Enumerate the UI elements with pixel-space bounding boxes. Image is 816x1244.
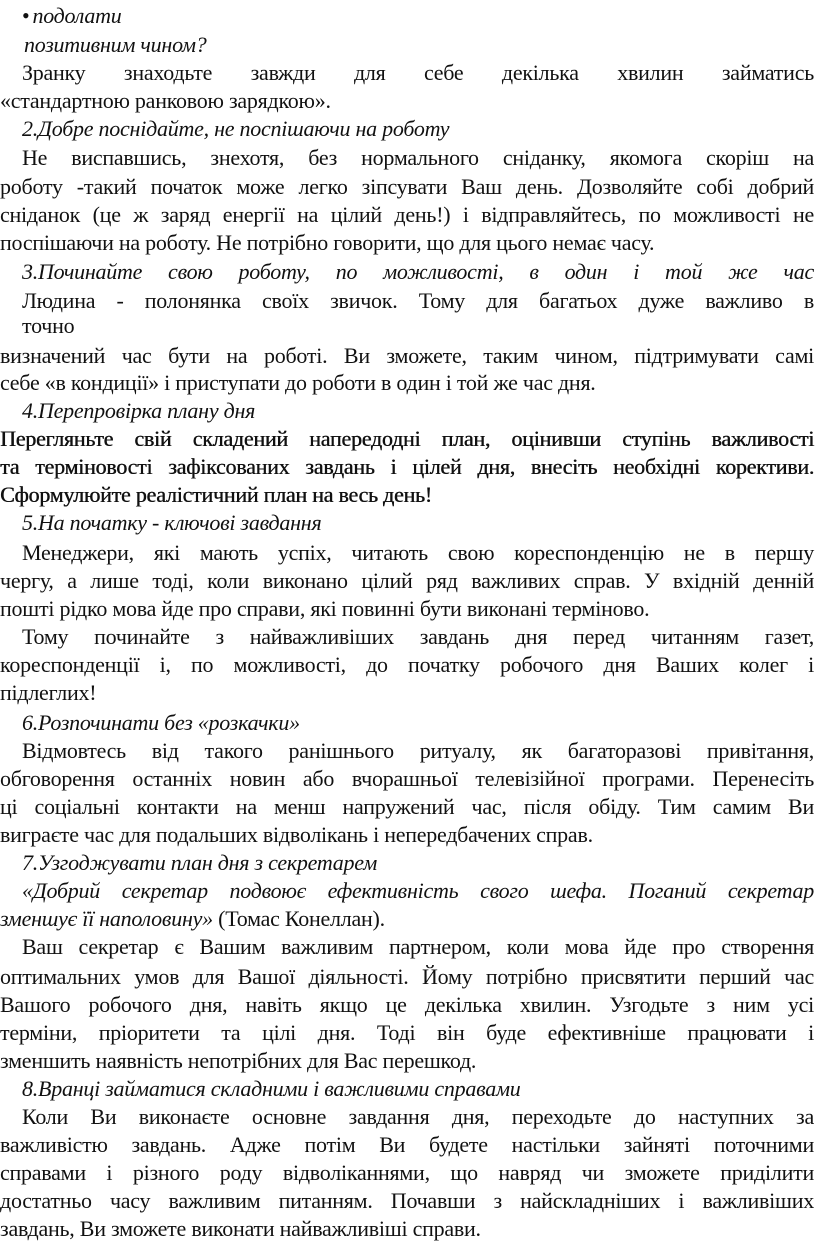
text-line: сніданок (це ж заряд енергії на цілий день!) і відправляйтесь, по можливості не bbox=[0, 202, 814, 227]
text-line: справами і різного роду відволіканнями, що навряд чи зможете приділити bbox=[0, 1160, 814, 1185]
text-line: поспішаючи на роботу. Не потрібно говорити, що для цього немає часу. bbox=[0, 230, 655, 255]
text-line: завдань, Ви зможете виконати найважливіші справи. bbox=[0, 1216, 481, 1241]
text-line: себе «в кондиції» і приступати до роботи в один і той же час дня. bbox=[0, 370, 596, 395]
text-line: обговорення останніх новин або вчорашньої телевізійної програми. Перенесіть bbox=[0, 766, 814, 791]
text-line: точно bbox=[22, 313, 75, 338]
text-line: терміни, пріоритети та цілі дня. Тоді він буде ефективніше працювати і bbox=[0, 1020, 814, 1045]
quote-text: зменшує її наполовину» bbox=[0, 906, 213, 931]
quote-line bbox=[0, 904, 814, 934]
text-line: Сформулюйте реалістичний план на весь день! bbox=[0, 482, 432, 507]
text-line: Ваш секретар є Вашим важливим партнером, коли мова йде про створення bbox=[22, 934, 814, 959]
text-line: пошті рідко мова йде про справи, які повинні бути виконані терміново. bbox=[0, 596, 650, 621]
text-line: важливістю завдань. Адже потім Ви будете настільки зайняті поточними bbox=[0, 1132, 814, 1157]
quote-attribution: (Томас Конеллан). bbox=[212, 906, 385, 931]
section-heading: 3.Починайте свою роботу, по можливості, в один і той же час bbox=[22, 259, 814, 284]
text: подолати bbox=[32, 3, 122, 28]
text-line: Перегляньте свій складений напередодні план, оцінивши ступінь важливості bbox=[0, 426, 814, 451]
text-line: визначений час бути на роботі. Ви зможете, таким чином, підтримувати самі bbox=[0, 343, 814, 368]
text-line: виграєте час для подальших відволікань і непередбачених справ. bbox=[0, 822, 593, 847]
section-heading: 7.Узгоджувати план дня з секретарем bbox=[22, 850, 378, 875]
text-line: Тому починайте з найважливіших завдань дня перед читанням газет, bbox=[22, 624, 814, 649]
text-line: Зранку знаходьте завжди для себе декілька хвилин займатись bbox=[22, 60, 814, 85]
section-heading: 2.Добре поснідайте, не поспішаючи на роботу bbox=[22, 116, 450, 141]
text-line: чергу, а лише тоді, коли виконано цілий ряд важливих справ. У вхідній денній bbox=[0, 568, 814, 593]
section-heading: 4.Перепровірка плану дня bbox=[22, 398, 256, 423]
text-line: Відмовтесь від такого ранішнього ритуалу, як багаторазові привітання, bbox=[22, 738, 814, 763]
text-line: Людина - полонянка своїх звичок. Тому для багатьох дуже важливо в bbox=[22, 288, 814, 313]
text-line: та терміновості зафіксованих завдань і цілей дня, внесіть необхідні корективи. bbox=[0, 454, 814, 479]
text-line: Менеджери, які мають успіх, читають свою кореспонденцію не в першу bbox=[22, 540, 814, 565]
text-line: Не виспавшись, знехотя, без нормального сніданку, якомога скоріш на bbox=[22, 145, 814, 170]
text-line: позитивним чином? bbox=[24, 32, 207, 57]
bullet-line bbox=[22, 1, 814, 31]
text-line: ці соціальні контакти на менш напружений час, після обіду. Тим самим Ви bbox=[0, 794, 814, 819]
text-line: кореспонденції і, по можливості, до початку робочого дня Ваших колег і bbox=[0, 652, 814, 677]
text-line: Вашого робочого дня, навіть якщо це декілька хвилин. Узгодьте з ним усі bbox=[0, 992, 814, 1017]
text-line: Коли Ви виконаєте основне завдання дня, переходьте до наступних за bbox=[22, 1104, 814, 1129]
text-line: достатньо часу важливим питанням. Почавши з найскладніших і важливіших bbox=[0, 1188, 814, 1213]
quote-line: «Добрий секретар подвоює ефективність свого шефа. Поганий секретар bbox=[22, 878, 814, 903]
text-line: підлеглих! bbox=[0, 680, 97, 705]
text-line: роботу -такий початок може легко зіпсувати Ваш день. Дозволяйте собі добрий bbox=[0, 174, 814, 199]
section-heading: 6.Розпочинати без «розкачки» bbox=[22, 710, 300, 735]
section-heading: 8.Вранці займатися складними і важливими справами bbox=[22, 1076, 521, 1101]
section-heading: 5.На початку - ключові завдання bbox=[22, 510, 322, 535]
text-line: зменшить наявність непотрібних для Вас перешкод. bbox=[0, 1048, 477, 1073]
text-line: «стандартною ранковою зарядкою». bbox=[0, 88, 331, 113]
text-line: оптимальних умов для Вашої діяльності. Йому потрібно присвятити перший час bbox=[0, 964, 814, 989]
bullet-icon: • bbox=[22, 3, 30, 28]
